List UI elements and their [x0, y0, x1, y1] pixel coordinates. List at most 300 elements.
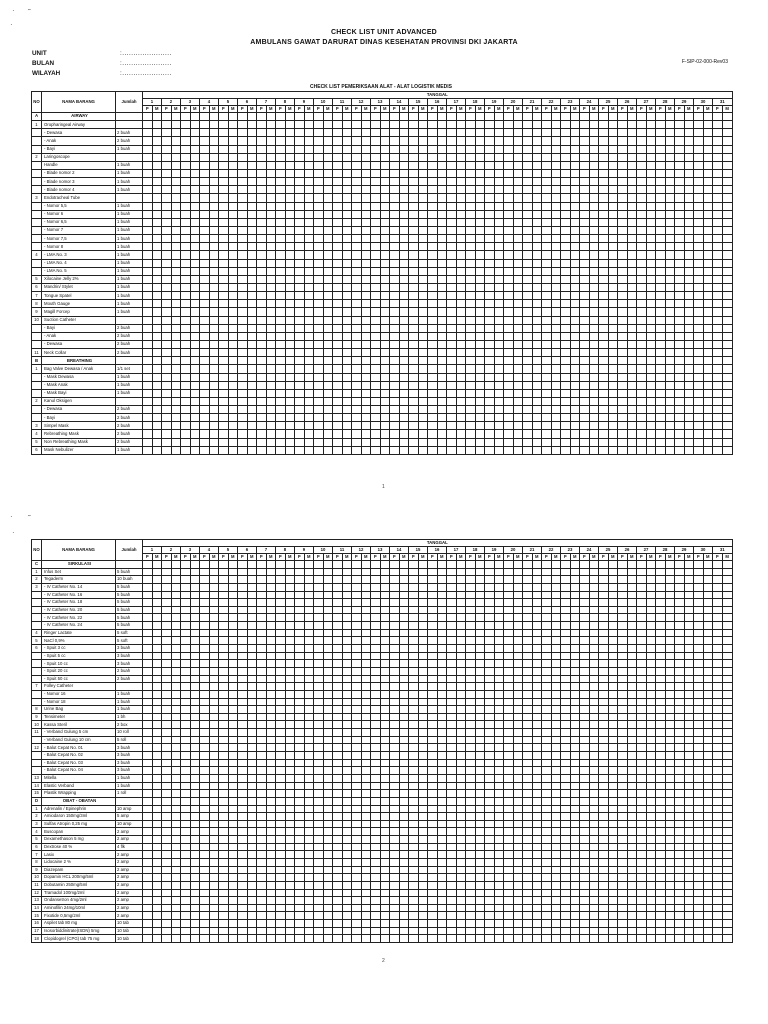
check-cell[interactable] [589, 397, 599, 405]
check-cell[interactable] [238, 790, 248, 798]
check-cell[interactable] [627, 706, 637, 714]
check-cell[interactable] [684, 721, 694, 729]
check-cell[interactable] [456, 660, 466, 668]
check-cell[interactable] [371, 736, 381, 744]
check-cell[interactable] [380, 430, 390, 438]
check-cell[interactable] [143, 406, 153, 414]
check-cell[interactable] [247, 153, 257, 161]
check-cell[interactable] [713, 729, 723, 737]
check-cell[interactable] [190, 736, 200, 744]
check-cell[interactable] [637, 178, 647, 186]
check-cell[interactable] [656, 729, 666, 737]
check-cell[interactable] [399, 690, 409, 698]
check-cell[interactable] [228, 316, 238, 324]
check-cell[interactable] [466, 283, 476, 291]
check-cell[interactable] [171, 430, 181, 438]
check-cell[interactable] [361, 389, 371, 397]
check-cell[interactable] [523, 706, 533, 714]
check-cell[interactable] [399, 782, 409, 790]
check-cell[interactable] [352, 218, 362, 226]
check-cell[interactable] [466, 308, 476, 316]
check-cell[interactable] [523, 145, 533, 153]
check-cell[interactable] [627, 332, 637, 340]
check-cell[interactable] [570, 145, 580, 153]
check-cell[interactable] [200, 683, 210, 691]
check-cell[interactable] [504, 178, 514, 186]
check-cell[interactable] [342, 622, 352, 630]
check-cell[interactable] [608, 414, 618, 422]
check-cell[interactable] [551, 683, 561, 691]
check-cell[interactable] [608, 202, 618, 210]
check-cell[interactable] [665, 349, 675, 357]
check-cell[interactable] [580, 637, 590, 645]
check-cell[interactable] [532, 300, 542, 308]
check-cell[interactable] [428, 251, 438, 259]
check-cell[interactable] [504, 599, 514, 607]
check-cell[interactable] [162, 397, 172, 405]
check-cell[interactable] [162, 235, 172, 243]
check-cell[interactable] [694, 667, 704, 675]
check-cell[interactable] [466, 292, 476, 300]
check-cell[interactable] [456, 267, 466, 275]
check-cell[interactable] [152, 430, 162, 438]
check-cell[interactable] [637, 210, 647, 218]
check-cell[interactable] [228, 259, 238, 267]
check-cell[interactable] [390, 706, 400, 714]
check-cell[interactable] [475, 736, 485, 744]
check-cell[interactable] [646, 153, 656, 161]
check-cell[interactable] [295, 576, 305, 584]
check-cell[interactable] [314, 243, 324, 251]
check-cell[interactable] [314, 729, 324, 737]
check-cell[interactable] [722, 275, 732, 283]
check-cell[interactable] [418, 235, 428, 243]
check-cell[interactable] [456, 243, 466, 251]
check-cell[interactable] [333, 629, 343, 637]
check-cell[interactable] [456, 389, 466, 397]
check-cell[interactable] [466, 752, 476, 760]
check-cell[interactable] [342, 251, 352, 259]
check-cell[interactable] [257, 576, 267, 584]
check-cell[interactable] [238, 340, 248, 348]
check-cell[interactable] [599, 675, 609, 683]
check-cell[interactable] [447, 332, 457, 340]
check-cell[interactable] [637, 568, 647, 576]
check-cell[interactable] [694, 675, 704, 683]
check-cell[interactable] [456, 186, 466, 194]
check-cell[interactable] [238, 243, 248, 251]
check-cell[interactable] [570, 675, 580, 683]
check-cell[interactable] [523, 438, 533, 446]
check-cell[interactable] [561, 397, 571, 405]
check-cell[interactable] [437, 660, 447, 668]
check-cell[interactable] [618, 622, 628, 630]
check-cell[interactable] [276, 568, 286, 576]
check-cell[interactable] [361, 178, 371, 186]
check-cell[interactable] [152, 243, 162, 251]
check-cell[interactable] [143, 121, 153, 129]
check-cell[interactable] [409, 129, 419, 137]
check-cell[interactable] [266, 251, 276, 259]
check-cell[interactable] [171, 153, 181, 161]
check-cell[interactable] [390, 774, 400, 782]
check-cell[interactable] [551, 300, 561, 308]
check-cell[interactable] [247, 161, 257, 169]
check-cell[interactable] [523, 178, 533, 186]
check-cell[interactable] [513, 381, 523, 389]
check-cell[interactable] [675, 121, 685, 129]
check-cell[interactable] [504, 614, 514, 622]
check-cell[interactable] [428, 591, 438, 599]
check-cell[interactable] [209, 414, 219, 422]
check-cell[interactable] [447, 767, 457, 775]
check-cell[interactable] [618, 446, 628, 454]
check-cell[interactable] [532, 226, 542, 234]
check-cell[interactable] [599, 698, 609, 706]
check-cell[interactable] [323, 759, 333, 767]
check-cell[interactable] [162, 332, 172, 340]
check-cell[interactable] [181, 690, 191, 698]
check-cell[interactable] [513, 251, 523, 259]
check-cell[interactable] [257, 300, 267, 308]
check-cell[interactable] [285, 576, 295, 584]
check-cell[interactable] [428, 169, 438, 177]
check-cell[interactable] [143, 645, 153, 653]
check-cell[interactable] [466, 561, 476, 569]
check-cell[interactable] [428, 637, 438, 645]
check-cell[interactable] [599, 759, 609, 767]
check-cell[interactable] [181, 202, 191, 210]
check-cell[interactable] [143, 202, 153, 210]
check-cell[interactable] [276, 729, 286, 737]
check-cell[interactable] [637, 721, 647, 729]
check-cell[interactable] [390, 226, 400, 234]
check-cell[interactable] [485, 153, 495, 161]
check-cell[interactable] [447, 698, 457, 706]
check-cell[interactable] [485, 660, 495, 668]
check-cell[interactable] [608, 349, 618, 357]
check-cell[interactable] [646, 406, 656, 414]
check-cell[interactable] [257, 683, 267, 691]
check-cell[interactable] [219, 113, 229, 121]
check-cell[interactable] [656, 706, 666, 714]
check-cell[interactable] [152, 308, 162, 316]
check-cell[interactable] [209, 721, 219, 729]
check-cell[interactable] [352, 226, 362, 234]
check-cell[interactable] [143, 129, 153, 137]
check-cell[interactable] [238, 583, 248, 591]
check-cell[interactable] [475, 614, 485, 622]
check-cell[interactable] [703, 308, 713, 316]
check-cell[interactable] [276, 683, 286, 691]
check-cell[interactable] [238, 759, 248, 767]
check-cell[interactable] [428, 660, 438, 668]
check-cell[interactable] [200, 782, 210, 790]
check-cell[interactable] [152, 357, 162, 365]
check-cell[interactable] [200, 606, 210, 614]
check-cell[interactable] [257, 422, 267, 430]
check-cell[interactable] [143, 614, 153, 622]
check-cell[interactable] [475, 186, 485, 194]
check-cell[interactable] [570, 561, 580, 569]
check-cell[interactable] [171, 629, 181, 637]
check-cell[interactable] [580, 316, 590, 324]
check-cell[interactable] [580, 583, 590, 591]
check-cell[interactable] [352, 721, 362, 729]
check-cell[interactable] [627, 683, 637, 691]
check-cell[interactable] [390, 583, 400, 591]
check-cell[interactable] [200, 622, 210, 630]
check-cell[interactable] [703, 194, 713, 202]
check-cell[interactable] [437, 275, 447, 283]
check-cell[interactable] [276, 591, 286, 599]
check-cell[interactable] [437, 202, 447, 210]
check-cell[interactable] [570, 568, 580, 576]
check-cell[interactable] [504, 145, 514, 153]
check-cell[interactable] [352, 235, 362, 243]
check-cell[interactable] [494, 129, 504, 137]
check-cell[interactable] [599, 583, 609, 591]
check-cell[interactable] [143, 576, 153, 584]
check-cell[interactable] [247, 698, 257, 706]
check-cell[interactable] [580, 251, 590, 259]
check-cell[interactable] [399, 357, 409, 365]
check-cell[interactable] [219, 683, 229, 691]
check-cell[interactable] [475, 660, 485, 668]
check-cell[interactable] [656, 186, 666, 194]
check-cell[interactable] [466, 324, 476, 332]
check-cell[interactable] [561, 683, 571, 691]
check-cell[interactable] [143, 397, 153, 405]
check-cell[interactable] [722, 121, 732, 129]
check-cell[interactable] [371, 622, 381, 630]
check-cell[interactable] [589, 357, 599, 365]
check-cell[interactable] [247, 259, 257, 267]
check-cell[interactable] [618, 438, 628, 446]
check-cell[interactable] [684, 675, 694, 683]
check-cell[interactable] [219, 645, 229, 653]
check-cell[interactable] [627, 373, 637, 381]
check-cell[interactable] [485, 652, 495, 660]
check-cell[interactable] [266, 275, 276, 283]
check-cell[interactable] [257, 561, 267, 569]
check-cell[interactable] [504, 446, 514, 454]
check-cell[interactable] [390, 161, 400, 169]
check-cell[interactable] [314, 660, 324, 668]
check-cell[interactable] [437, 438, 447, 446]
check-cell[interactable] [323, 275, 333, 283]
check-cell[interactable] [456, 194, 466, 202]
check-cell[interactable] [238, 652, 248, 660]
check-cell[interactable] [162, 113, 172, 121]
check-cell[interactable] [513, 622, 523, 630]
check-cell[interactable] [276, 357, 286, 365]
check-cell[interactable] [627, 267, 637, 275]
check-cell[interactable] [342, 576, 352, 584]
check-cell[interactable] [152, 145, 162, 153]
check-cell[interactable] [247, 422, 257, 430]
check-cell[interactable] [333, 389, 343, 397]
check-cell[interactable] [570, 721, 580, 729]
check-cell[interactable] [580, 178, 590, 186]
check-cell[interactable] [637, 767, 647, 775]
check-cell[interactable] [437, 736, 447, 744]
check-cell[interactable] [570, 622, 580, 630]
check-cell[interactable] [513, 259, 523, 267]
check-cell[interactable] [399, 591, 409, 599]
check-cell[interactable] [209, 235, 219, 243]
check-cell[interactable] [390, 137, 400, 145]
check-cell[interactable] [637, 129, 647, 137]
check-cell[interactable] [361, 324, 371, 332]
check-cell[interactable] [333, 721, 343, 729]
check-cell[interactable] [200, 729, 210, 737]
check-cell[interactable] [437, 446, 447, 454]
check-cell[interactable] [713, 153, 723, 161]
check-cell[interactable] [608, 389, 618, 397]
check-cell[interactable] [323, 113, 333, 121]
check-cell[interactable] [466, 349, 476, 357]
check-cell[interactable] [504, 759, 514, 767]
check-cell[interactable] [437, 645, 447, 653]
check-cell[interactable] [599, 316, 609, 324]
check-cell[interactable] [675, 690, 685, 698]
check-cell[interactable] [513, 683, 523, 691]
check-cell[interactable] [333, 637, 343, 645]
check-cell[interactable] [703, 422, 713, 430]
check-cell[interactable] [722, 752, 732, 760]
check-cell[interactable] [656, 121, 666, 129]
check-cell[interactable] [466, 782, 476, 790]
check-cell[interactable] [722, 629, 732, 637]
check-cell[interactable] [437, 129, 447, 137]
check-cell[interactable] [475, 324, 485, 332]
check-cell[interactable] [656, 622, 666, 630]
check-cell[interactable] [485, 767, 495, 775]
check-cell[interactable] [589, 267, 599, 275]
check-cell[interactable] [143, 591, 153, 599]
check-cell[interactable] [352, 267, 362, 275]
check-cell[interactable] [371, 698, 381, 706]
check-cell[interactable] [703, 729, 713, 737]
check-cell[interactable] [247, 622, 257, 630]
check-cell[interactable] [656, 243, 666, 251]
check-cell[interactable] [399, 568, 409, 576]
check-cell[interactable] [314, 316, 324, 324]
check-cell[interactable] [551, 606, 561, 614]
check-cell[interactable] [713, 683, 723, 691]
check-cell[interactable] [399, 153, 409, 161]
check-cell[interactable] [599, 767, 609, 775]
check-cell[interactable] [390, 145, 400, 153]
check-cell[interactable] [295, 186, 305, 194]
check-cell[interactable] [418, 576, 428, 584]
check-cell[interactable] [399, 744, 409, 752]
check-cell[interactable] [162, 430, 172, 438]
check-cell[interactable] [266, 767, 276, 775]
check-cell[interactable] [409, 332, 419, 340]
check-cell[interactable] [637, 561, 647, 569]
check-cell[interactable] [694, 153, 704, 161]
check-cell[interactable] [722, 675, 732, 683]
check-cell[interactable] [371, 660, 381, 668]
check-cell[interactable] [684, 251, 694, 259]
check-cell[interactable] [390, 606, 400, 614]
check-cell[interactable] [152, 300, 162, 308]
check-cell[interactable] [257, 614, 267, 622]
check-cell[interactable] [418, 259, 428, 267]
check-cell[interactable] [722, 381, 732, 389]
check-cell[interactable] [190, 614, 200, 622]
check-cell[interactable] [257, 774, 267, 782]
check-cell[interactable] [342, 637, 352, 645]
check-cell[interactable] [209, 406, 219, 414]
check-cell[interactable] [627, 243, 637, 251]
check-cell[interactable] [456, 121, 466, 129]
check-cell[interactable] [399, 438, 409, 446]
check-cell[interactable] [646, 683, 656, 691]
check-cell[interactable] [551, 614, 561, 622]
check-cell[interactable] [295, 194, 305, 202]
check-cell[interactable] [295, 389, 305, 397]
check-cell[interactable] [599, 373, 609, 381]
check-cell[interactable] [219, 713, 229, 721]
check-cell[interactable] [371, 349, 381, 357]
check-cell[interactable] [304, 729, 314, 737]
check-cell[interactable] [181, 713, 191, 721]
check-cell[interactable] [219, 599, 229, 607]
check-cell[interactable] [285, 752, 295, 760]
check-cell[interactable] [599, 706, 609, 714]
check-cell[interactable] [333, 129, 343, 137]
check-cell[interactable] [570, 446, 580, 454]
check-cell[interactable] [618, 137, 628, 145]
check-cell[interactable] [380, 202, 390, 210]
check-cell[interactable] [380, 397, 390, 405]
check-cell[interactable] [209, 218, 219, 226]
check-cell[interactable] [627, 637, 637, 645]
check-cell[interactable] [665, 568, 675, 576]
check-cell[interactable] [532, 121, 542, 129]
check-cell[interactable] [684, 406, 694, 414]
check-cell[interactable] [513, 169, 523, 177]
check-cell[interactable] [637, 137, 647, 145]
check-cell[interactable] [238, 591, 248, 599]
check-cell[interactable] [542, 145, 552, 153]
check-cell[interactable] [371, 752, 381, 760]
check-cell[interactable] [684, 308, 694, 316]
check-cell[interactable] [456, 145, 466, 153]
check-cell[interactable] [390, 349, 400, 357]
check-cell[interactable] [228, 660, 238, 668]
check-cell[interactable] [209, 324, 219, 332]
check-cell[interactable] [456, 606, 466, 614]
check-cell[interactable] [276, 606, 286, 614]
check-cell[interactable] [314, 381, 324, 389]
check-cell[interactable] [285, 202, 295, 210]
check-cell[interactable] [627, 194, 637, 202]
check-cell[interactable] [447, 645, 457, 653]
check-cell[interactable] [333, 759, 343, 767]
check-cell[interactable] [722, 744, 732, 752]
check-cell[interactable] [276, 406, 286, 414]
check-cell[interactable] [428, 583, 438, 591]
check-cell[interactable] [171, 767, 181, 775]
check-cell[interactable] [371, 194, 381, 202]
check-cell[interactable] [627, 652, 637, 660]
check-cell[interactable] [466, 690, 476, 698]
check-cell[interactable] [361, 153, 371, 161]
